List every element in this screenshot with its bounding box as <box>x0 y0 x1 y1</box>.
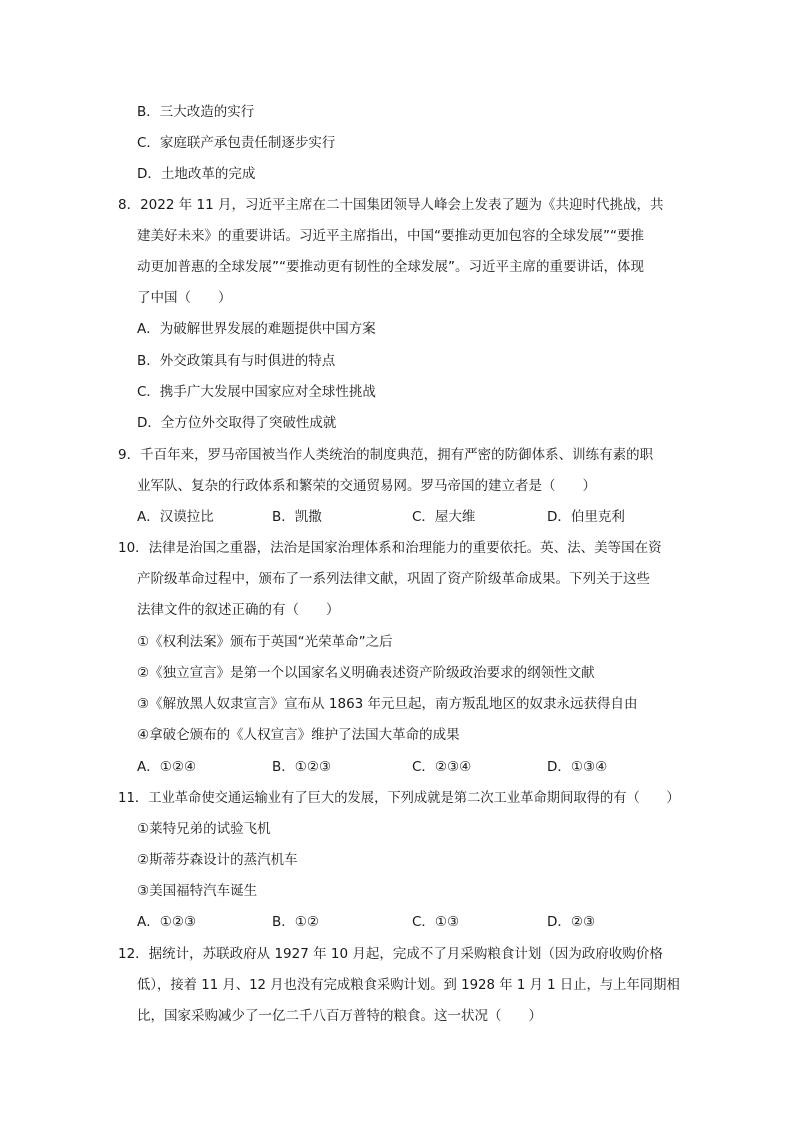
q12-stem-line-2: 低），接着 11 月、12 月也没有完成粮食采购计划。到 1928 年 1 月 1 日止，与上年同期相 <box>137 977 680 993</box>
q8-stem-line-2: 建美好未来》的重要讲话。习近平主席指出，中国“要推动更加包容的全球发展”“要推 <box>137 228 644 244</box>
q8-option-a: A．为破解世界发展的难题提供中国方案 <box>137 321 376 337</box>
q10-option-a: A．①②④ <box>137 759 197 775</box>
q11-option-b: B．①② <box>272 914 319 930</box>
q10-option-b: B．①②③ <box>272 759 332 775</box>
q8-stem-line-4: 了中国（ ） <box>137 290 232 306</box>
q8-stem-line-3: 动更加普惠的全球发展”“要推动更有韧性的全球发展”。习近平主席的重要讲话，体现 <box>137 259 644 275</box>
q11-item-1: ①莱特兄弟的试验飞机 <box>137 821 271 837</box>
q9-option-a: A．汉谟拉比 <box>137 509 214 525</box>
q10-stem-line-2: 产阶级革命过程中，颁布了一系列法律文献，巩固了资产阶级革命成果。下列关于这些 <box>137 571 650 587</box>
q9-option-c: C．屋大维 <box>412 509 476 525</box>
q8-option-b: B．外交政策具有与时俱进的特点 <box>137 353 336 369</box>
q9-stem-line-1: 9．千百年来，罗马帝国被当作人类统治的制度典范，拥有严密的防御体系、训练有素的职 <box>118 447 654 463</box>
q11-item-3: ③美国福特汽车诞生 <box>137 883 258 899</box>
q7-option-c: C．家庭联产承包责任制逐步实行 <box>137 135 336 151</box>
q10-item-1: ①《权利法案》颁布于英国“光荣革命”之后 <box>137 634 393 650</box>
q8-option-c: C．携手广大发展中国家应对全球性挑战 <box>137 384 376 400</box>
q11-option-d: D．②③ <box>547 914 596 930</box>
q12-stem-line-3: 比，国家采购减少了一亿二千八百万普特的粮食。这一状况（ ） <box>137 1008 542 1024</box>
q9-option-b: B．凯撒 <box>272 509 322 525</box>
q10-item-4: ④拿破仑颁布的《人权宣言》维护了法国大革命的成果 <box>137 727 460 743</box>
q8-option-d: D．全方位外交取得了突破性成就 <box>137 415 337 431</box>
q9-stem-line-2: 业军队、复杂的行政体系和繁荣的交通贸易网。罗马帝国的建立者是（ ） <box>137 478 596 494</box>
q7-option-d: D．土地改革的完成 <box>137 166 256 182</box>
q11-stem-line-1: 11．工业革命使交通运输业有了巨大的发展，下列成就是第二次工业革命期间取得的有（ ） <box>118 790 680 806</box>
q10-item-3: ③《解放黑人奴隶宣言》宣布从 1863 年元旦起，南方叛乱地区的奴隶永远获得自由 <box>137 696 638 712</box>
q11-option-a: A．①②③ <box>137 914 197 930</box>
q10-item-2: ②《独立宣言》是第一个以国家名义明确表述资产阶级政治要求的纲领性文献 <box>137 665 595 681</box>
q10-option-d: D．①③④ <box>547 759 608 775</box>
q11-item-2: ②斯蒂芬森设计的蒸汽机车 <box>137 852 298 868</box>
q10-stem-line-3: 法律文件的叙述正确的有（ ） <box>137 602 340 618</box>
q8-stem-line-1: 8．2022 年 11 月，习近平主席在二十国集团领导人峰会上发表了题为《共迎时代挑战，共 <box>118 197 664 213</box>
q10-stem-line-1: 10．法律是治国之重器，法治是国家治理体系和治理能力的重要依托。英、法、美等国在资 <box>118 540 662 556</box>
q7-option-b: B．三大改造的实行 <box>137 104 255 120</box>
q9-option-d: D．伯里克利 <box>547 509 625 525</box>
q11-option-c: C．①③ <box>412 914 460 930</box>
q10-option-c: C．②③④ <box>412 759 472 775</box>
q12-stem-line-1: 12．据统计，苏联政府从 1927 年 10 月起，完成不了月采购粮食计划（因为政府收购价格 <box>118 946 663 962</box>
